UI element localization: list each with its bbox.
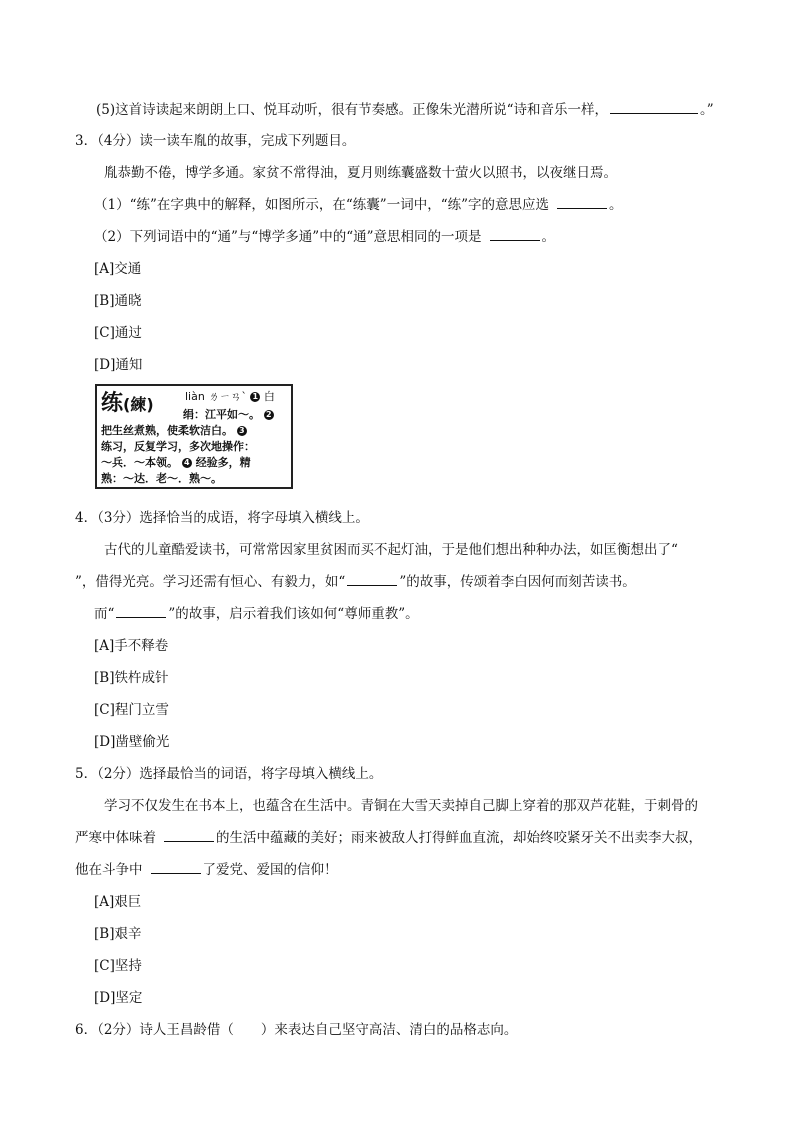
- q5-option-b[interactable]: [B]艰辛: [94, 926, 142, 942]
- q4-option-b[interactable]: [B]铁杵成针: [94, 670, 169, 686]
- answer-blank[interactable]: [164, 829, 214, 842]
- q5-option-c[interactable]: [C]坚持: [94, 958, 142, 974]
- dict-line-5: ～兵．～本领。 4 经验多，精: [101, 456, 251, 469]
- q3-sub1: （1）“练”在字典中的解释，如图所示，在“练囊”一词中，“练”字的意思应选 。: [94, 197, 623, 213]
- q4-line-2: ”，借得光亮。学习还需有恒心、有毅力，如“ ”的故事，传颂着李白因何而刻苦读书。: [75, 574, 636, 590]
- q2-item5: (5)这首诗读起来朗朗上口、悦耳动听，很有节奏感。正像朱光潜所说“诗和音乐一样， 。”: [96, 102, 714, 118]
- q3-title: 3．（4分）读一读车胤的故事，完成下列题目。: [75, 133, 356, 149]
- q5-line-1: 学习不仅发生在书本上，也蕴含在生活中。青铜在大雪天卖掉自己脚上穿着的那双芦花鞋，于刺骨的: [104, 798, 698, 814]
- sense-2-marker: 2: [264, 410, 274, 420]
- q4-line-3: 而“ ”的故事，启示着我们该如何“尊师重教”。: [94, 606, 419, 622]
- sense-1-marker: 1: [250, 392, 260, 402]
- q3-sub2: （2）下列词语中的“通”与“博学多通”中的“通”意思相同的一项是 。: [94, 229, 555, 245]
- answer-blank[interactable]: [490, 228, 540, 241]
- q3-option-a[interactable]: [A]交通: [94, 261, 142, 277]
- answer-blank[interactable]: [116, 605, 166, 618]
- q5-option-a[interactable]: [A]艰巨: [94, 894, 142, 910]
- q4-option-a[interactable]: [A]手不释卷: [94, 638, 169, 654]
- sense-4-marker: 4: [182, 458, 192, 468]
- q4-option-d[interactable]: [D]凿壁偷光: [94, 734, 170, 750]
- q5-option-d[interactable]: [D]坚定: [94, 990, 143, 1006]
- sense-3-marker: 3: [237, 426, 247, 436]
- q3-passage: 胤恭勤不倦，博学多通。家贫不常得油，夏月则练囊盛数十萤火以照书，以夜继日焉。: [104, 165, 617, 181]
- dictionary-entry-image: [95, 384, 293, 489]
- dict-pinyin: liàn ㄌㄧㄢˋ 1 白: [185, 390, 275, 403]
- q5-title: 5．（2分）选择最恰当的词语，将字母填入横线上。: [75, 766, 383, 782]
- q6-number: 6．: [75, 1022, 98, 1038]
- q3-option-b[interactable]: [B]通晓: [94, 293, 142, 309]
- q4-number: 4．: [75, 510, 98, 526]
- q4-line-1: 古代的儿童酷爱读书，可常常因家里贫困而买不起灯油，于是他们想出种种办法，如匡衡想出了“: [104, 542, 678, 558]
- q5-number: 5．: [75, 766, 98, 782]
- q4-title: 4．（3分）选择恰当的成语，将字母填入横线上。: [75, 510, 369, 526]
- dict-line-2: 绢：江平如～。 2: [183, 407, 274, 423]
- answer-blank[interactable]: [610, 101, 698, 114]
- q5-line-2: 严寒中体味着 的生活中蕴藏的美好；雨来被敌人打得鲜血直流，却始终咬紧牙关不出卖李大叔，: [75, 830, 702, 846]
- answer-blank[interactable]: [151, 861, 201, 874]
- q6-title: 6．（2分）诗人王昌龄借（ ）来表达自己坚守高洁、清白的品格志向。: [75, 1022, 518, 1038]
- q3-number: 3．: [75, 133, 98, 149]
- q2-item5-text: (5)这首诗读起来朗朗上口、悦耳动听，很有节奏感。正像朱光潜所说“诗和音乐一样，: [96, 102, 609, 118]
- dict-line-3: 把生丝煮熟，使柔软洁白。 3: [101, 423, 247, 439]
- q4-option-c[interactable]: [C]程门立雪: [94, 702, 169, 718]
- dict-head: 练(練): [101, 391, 154, 416]
- dict-line-6: 熟：～达．老～．熟～。: [101, 472, 222, 485]
- q3-option-c[interactable]: [C]通过: [94, 325, 142, 341]
- q3-option-d[interactable]: [D]通知: [94, 357, 143, 373]
- answer-blank[interactable]: [557, 196, 607, 209]
- q5-line-3: 他在斗争中 了爱党、爱国的信仰！: [75, 862, 338, 878]
- dict-line-4: 练习，反复学习，多次地操作：: [101, 440, 255, 453]
- answer-blank[interactable]: [347, 573, 397, 586]
